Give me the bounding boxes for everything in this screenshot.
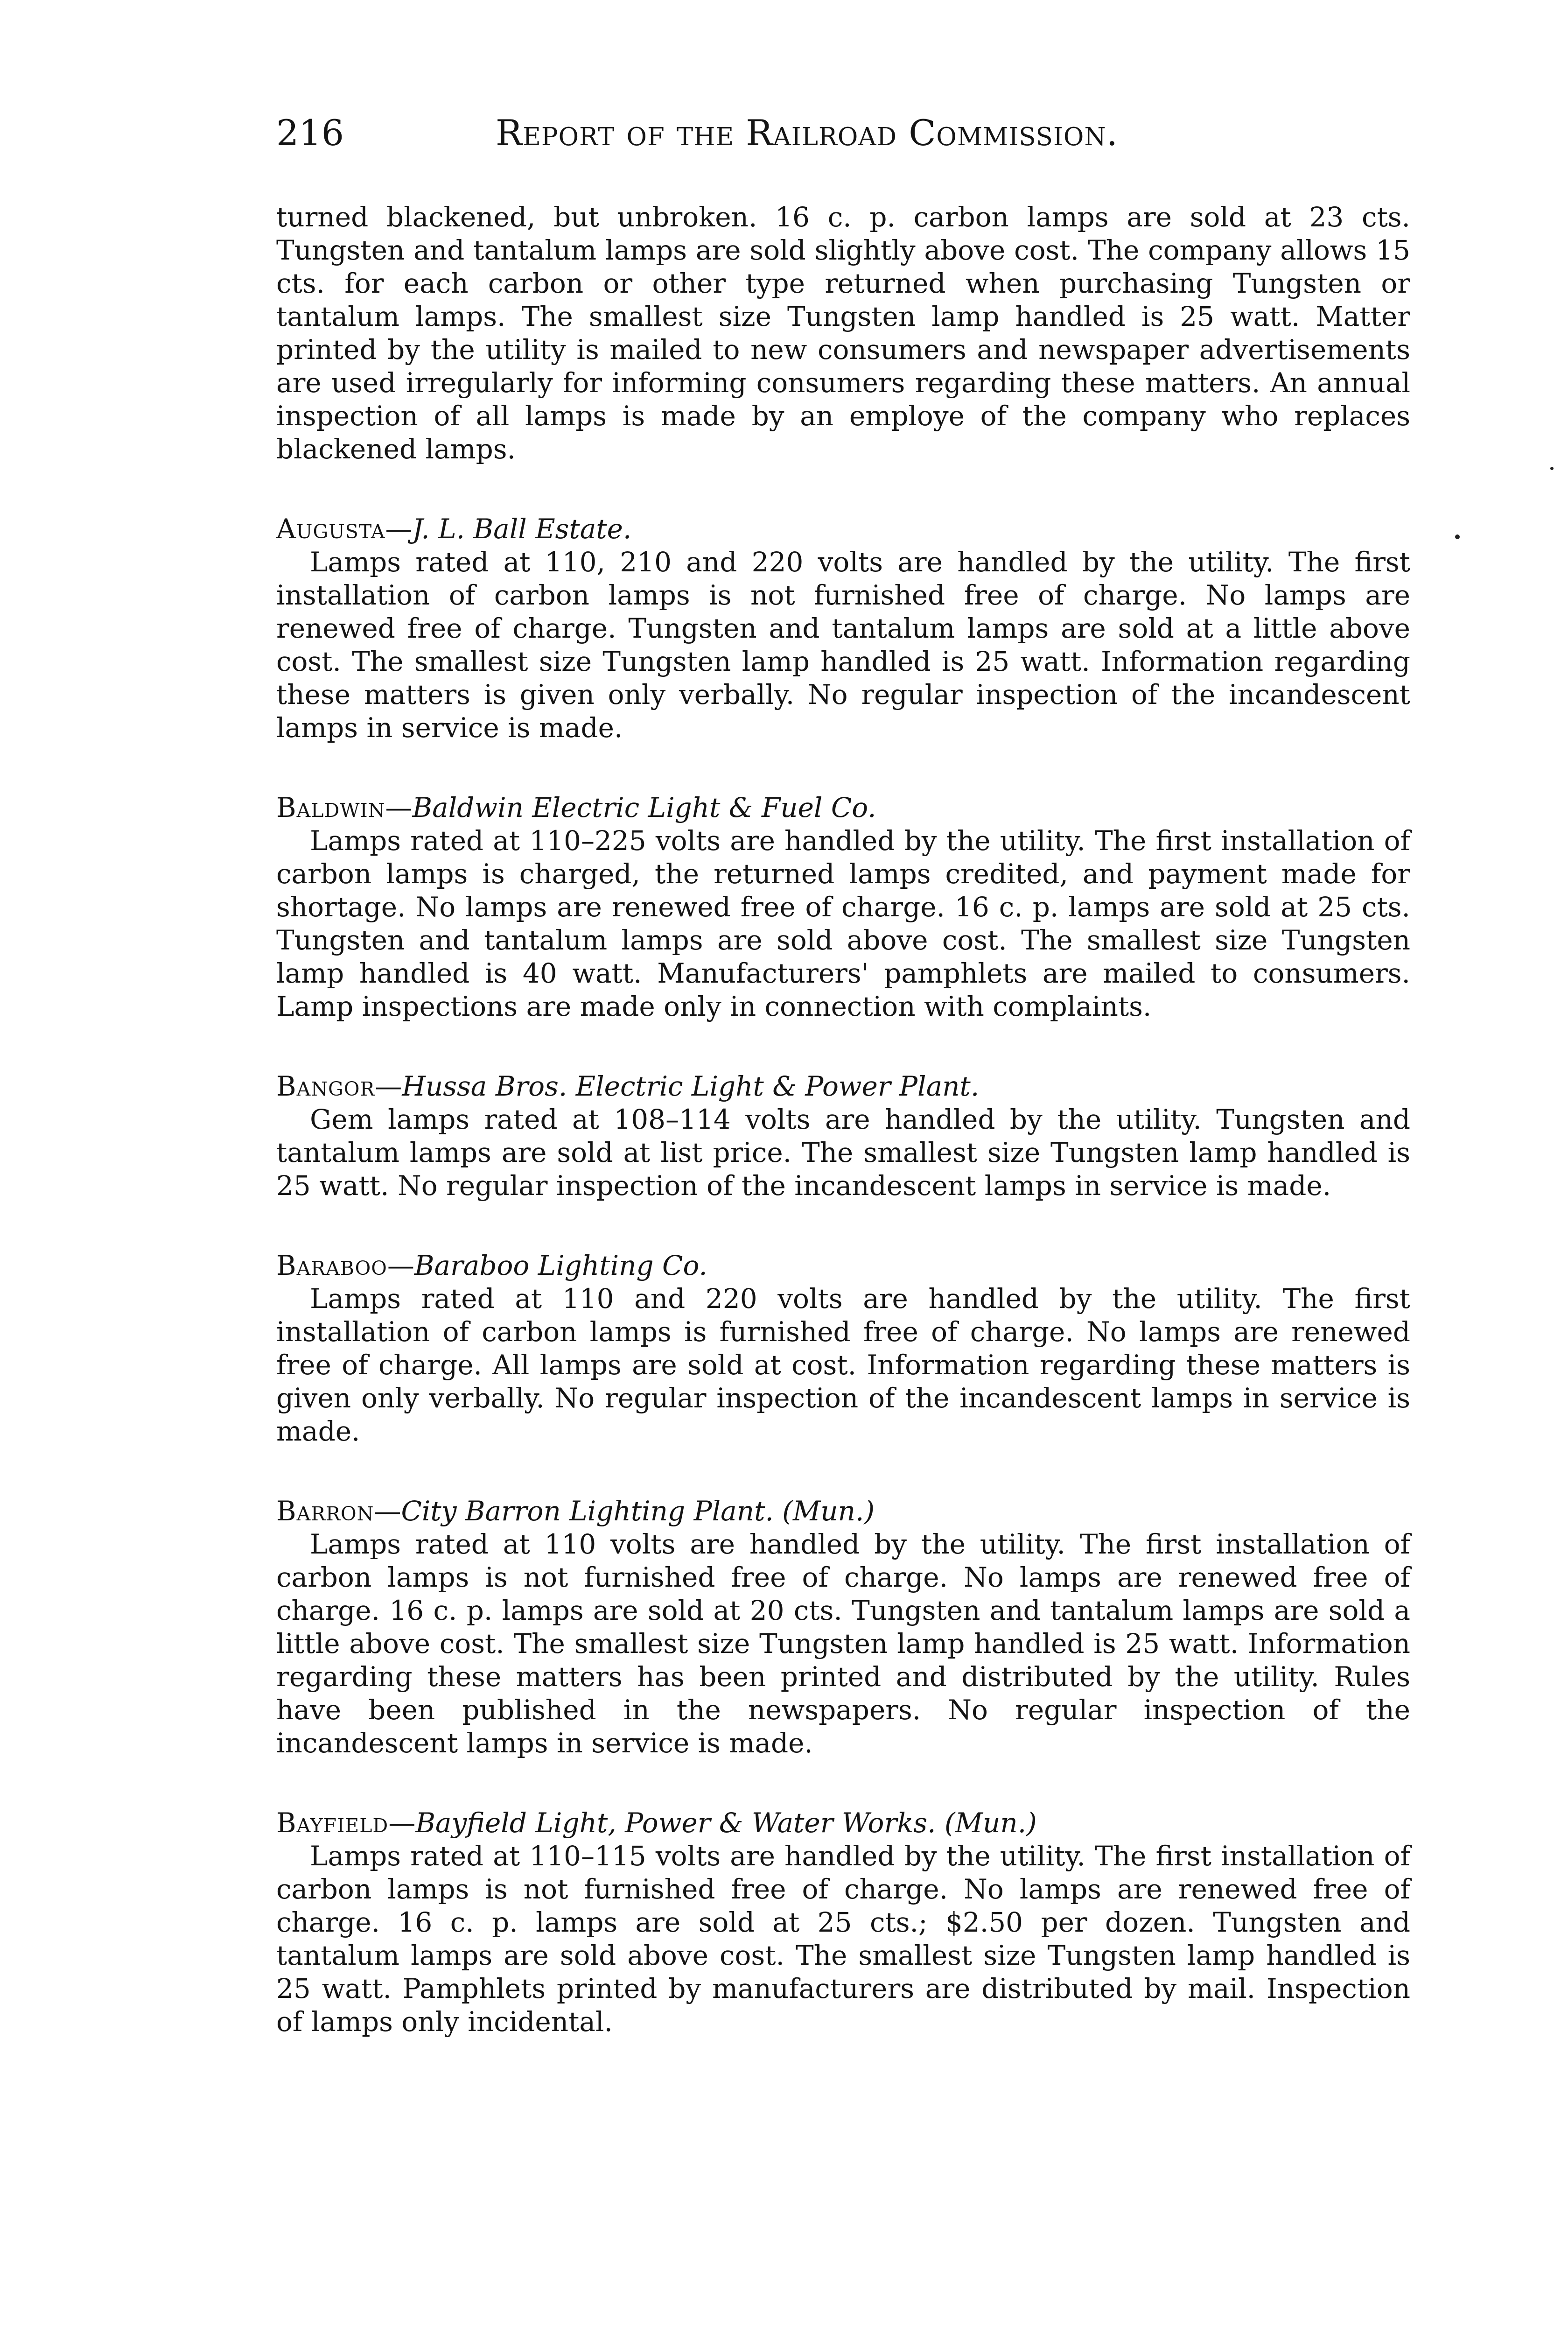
page-number: 216 bbox=[276, 112, 344, 154]
entry-place: Baraboo bbox=[276, 1250, 387, 1281]
entry-utility: Hussa Bros. Electric Light & Power Plant. bbox=[402, 1070, 980, 1102]
entry-place: Bangor bbox=[276, 1070, 375, 1102]
scan-speck bbox=[1455, 534, 1460, 539]
entry-heading: Augusta—J. L. Ball Estate. bbox=[276, 513, 632, 545]
entry-text: Gem lamps rated at 108–114 volts are handled by the utility. Tungsten and tantalum lamps are sold at list price. The smallest size Tungsten lamp handled is 25 watt. No regular inspection of the incandescent lamps in service is made. bbox=[276, 1104, 1410, 1202]
entry-heading: Baldwin—Baldwin Electric Light & Fuel Co. bbox=[276, 792, 876, 823]
page-header bbox=[276, 110, 1410, 161]
entry-bayfield bbox=[276, 1807, 1410, 2039]
entry-utility: Baraboo Lighting Co. bbox=[414, 1250, 707, 1281]
entry-text: Lamps rated at 110–115 volts are handled by the utility. The first installation of carbon lamps is not furnished free of charge. No lamps are renewed free of charge. 16 c. p. lamps are sold at 25 cts.; $2.50 per dozen. Tungsten and tantalum lamps are sold above cost. The smallest size Tungsten lamp handled is 25 watt. Pamphlets printed by manufacturers are distributed by mail. Inspection of lamps only incidental. bbox=[276, 1840, 1410, 2038]
entry-utility: Baldwin Electric Light & Fuel Co. bbox=[412, 792, 876, 823]
entry-utility: J. L. Ball Estate. bbox=[412, 513, 632, 545]
entry-baldwin bbox=[276, 791, 1410, 1023]
body-text bbox=[276, 201, 1410, 2039]
entry-text: Lamps rated at 110–225 volts are handled by the utility. The first installation of carbon lamps is charged, the returned lamps credited, and payment made for shortage. No lamps are renewed free of charge. 16 c. p. lamps are sold at 25 cts. Tungsten and tantalum lamps are sold above cost. The smallest size Tungsten lamp handled is 40 watt. Manufacturers' pamphlets are mailed to consumers. Lamp inspections are made only in connection with complaints. bbox=[276, 825, 1410, 1022]
entry-heading: Baraboo—Baraboo Lighting Co. bbox=[276, 1250, 707, 1281]
entry-utility: Bayfield Light, Power & Water Works. (Mun.) bbox=[415, 1807, 1037, 1839]
entry-heading: Barron—City Barron Lighting Plant. (Mun.) bbox=[276, 1495, 875, 1527]
entry-baraboo bbox=[276, 1249, 1410, 1448]
entry-text: Lamps rated at 110 volts are handled by the utility. The first installation of carbon lamps is not furnished free of charge. No lamps are renewed free of charge. 16 c. p. lamps are sold at 20 cts. Tungsten and tantalum lamps are sold a little above cost. The smallest size Tungsten lamp handled is 25 watt. Information regarding these matters has been printed and distributed by the utility. Rules have been published in the newspapers. No regular inspection of the incandescent lamps in service is made. bbox=[276, 1528, 1410, 1759]
entry-place: Augusta bbox=[276, 513, 385, 545]
entry-place: Barron bbox=[276, 1495, 374, 1527]
intro-paragraph: turned blackened, but unbroken. 16 c. p. carbon lamps are sold at 23 cts. Tungsten and tantalum lamps are sold slightly above cost. The company allows 15 cts. for each carbon or other type returned when purchasing Tungsten or tantalum lamps. The smallest size Tungsten lamp handled is 25 watt. Matter printed by the utility is mailed to new consumers and newspaper advertisements are used irregularly for informing consumers regarding these matters. An annual inspection of all lamps is made by an employe of the company who replaces blackened lamps. bbox=[276, 201, 1410, 465]
entry-barron bbox=[276, 1495, 1410, 1760]
entry-bangor bbox=[276, 1070, 1410, 1202]
entry-heading: Bayfield—Bayfield Light, Power & Water Works. (Mun.) bbox=[276, 1807, 1037, 1839]
entry-place: Baldwin bbox=[276, 792, 385, 823]
entry-text: Lamps rated at 110 and 220 volts are handled by the utility. The first installation of carbon lamps is furnished free of charge. No lamps are renewed free of charge. All lamps are sold at cost. Information regarding these matters is given only verbally. No regular inspection of the incandescent lamps in service is made. bbox=[276, 1283, 1410, 1447]
entry-augusta bbox=[276, 513, 1410, 745]
entry-text: Lamps rated at 110, 210 and 220 volts are handled by the utility. The first installation of carbon lamps is not furnished free of charge. No lamps are renewed free of charge. Tungsten and tantalum lamps are sold at a little above cost. The smallest size Tungsten lamp handled is 25 watt. Information regarding these matters is given only verbally. No regular inspection of the incandescent lamps in service is made. bbox=[276, 546, 1410, 744]
entry-heading: Bangor—Hussa Bros. Electric Light & Power Plant. bbox=[276, 1070, 980, 1102]
entry-place: Bayfield bbox=[276, 1807, 389, 1839]
entry-utility: City Barron Lighting Plant. (Mun.) bbox=[401, 1495, 875, 1527]
scan-speck bbox=[1550, 467, 1554, 470]
running-title: Report of the Railroad Commission. bbox=[496, 112, 1118, 154]
